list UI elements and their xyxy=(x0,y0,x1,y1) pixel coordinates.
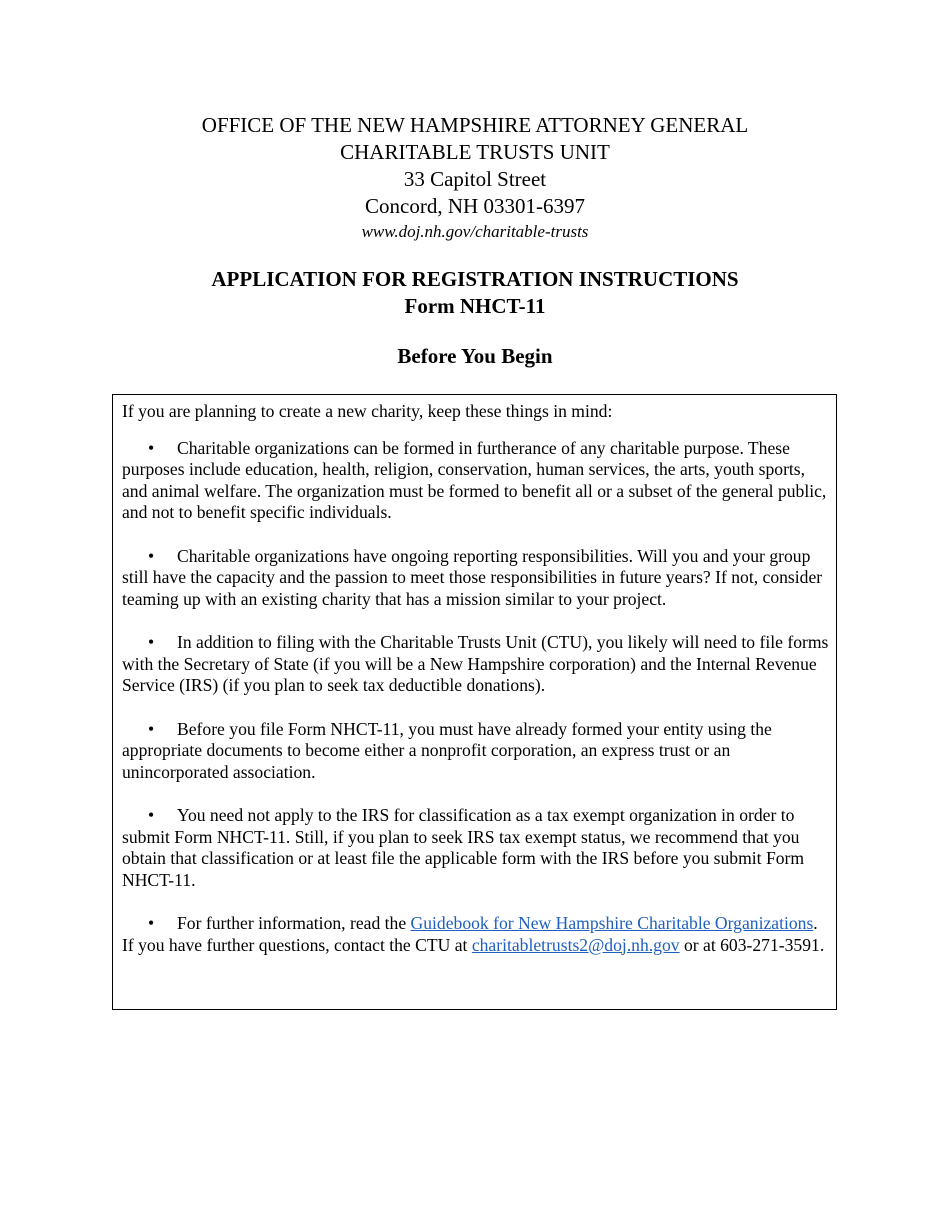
bullet-icon: • xyxy=(148,545,155,566)
document-title xyxy=(0,266,950,320)
list-item xyxy=(122,632,830,697)
further-info-middle: . If you have further questions, contact the CTU at xyxy=(122,913,818,955)
further-info-prefix: For further information, read the xyxy=(177,913,411,933)
website-url: www.doj.nh.gov/charitable-trusts xyxy=(361,222,589,241)
guidebook-link[interactable]: Guidebook for New Hampshire Charitable Organizations xyxy=(410,913,814,933)
list-item xyxy=(122,805,830,891)
list-item xyxy=(122,546,830,611)
office-name: OFFICE OF THE NEW HAMPSHIRE ATTORNEY GENERAL xyxy=(201,113,749,137)
bullet-icon: • xyxy=(148,718,155,739)
list-item-text: Charitable organizations have ongoing reporting responsibilities. Will you and your group still have the capacity and the passion to meet those responsibilities in future years? If not, consider teaming up with an existing charity that has a mission similar to your project. xyxy=(122,545,823,609)
list-item xyxy=(122,719,830,784)
bullet-icon: • xyxy=(148,632,155,652)
list-item-text: You need not apply to the IRS for classification as a tax exempt organization in order to submit Form NHCT-11. Still, if you plan to seek IRS tax exempt status, we recommend that you obtain that classification or at least file the applicable form with the IRS before you submit Form NHCT-11. xyxy=(122,805,805,890)
office-header xyxy=(0,112,950,244)
list-item-text: Charitable organizations can be formed in furtherance of any charitable purpose. These purposes include education, health, religion, conservation, human services, the arts, youth sports, and animal welfare. The organization must be formed to benefit all or a subset of the general public, and not to benefit specific individuals. xyxy=(122,437,827,522)
before-you-begin-box xyxy=(112,394,837,1010)
bullet-icon: • xyxy=(148,805,155,825)
form-number: Form NHCT-11 xyxy=(404,294,546,318)
list-item-text: In addition to filing with the Charitable Trusts Unit (CTU), you likely will need to file forms with the Secretary of State (if you will be a New Hampshire corporation) and the Internal Revenue Service (IRS) (if you plan to seek tax deductible donations). xyxy=(122,632,829,695)
list-item xyxy=(122,438,830,524)
city-state-zip: Concord, NH 03301-6397 xyxy=(365,194,585,218)
street-address: 33 Capitol Street xyxy=(403,167,547,191)
bullet-icon: • xyxy=(148,913,155,933)
further-info-suffix: or at 603-271-3591. xyxy=(679,934,825,955)
unit-name: CHARITABLE TRUSTS UNIT xyxy=(340,140,610,164)
email-link[interactable]: charitabletrusts2@doj.nh.gov xyxy=(471,934,680,955)
section-heading: Before You Begin xyxy=(397,344,553,368)
box-intro: If you are planning to create a new charity, keep these things in mind: xyxy=(122,401,613,421)
title-main: APPLICATION FOR REGISTRATION INSTRUCTIONS xyxy=(211,267,739,291)
list-item xyxy=(122,913,830,956)
bullet-icon: • xyxy=(148,437,155,458)
list-item-text: Before you file Form NHCT-11, you must have already formed your entity using the appropriate documents to become either a nonprofit corporation, an express trust or an unincorporated association. xyxy=(122,718,772,782)
